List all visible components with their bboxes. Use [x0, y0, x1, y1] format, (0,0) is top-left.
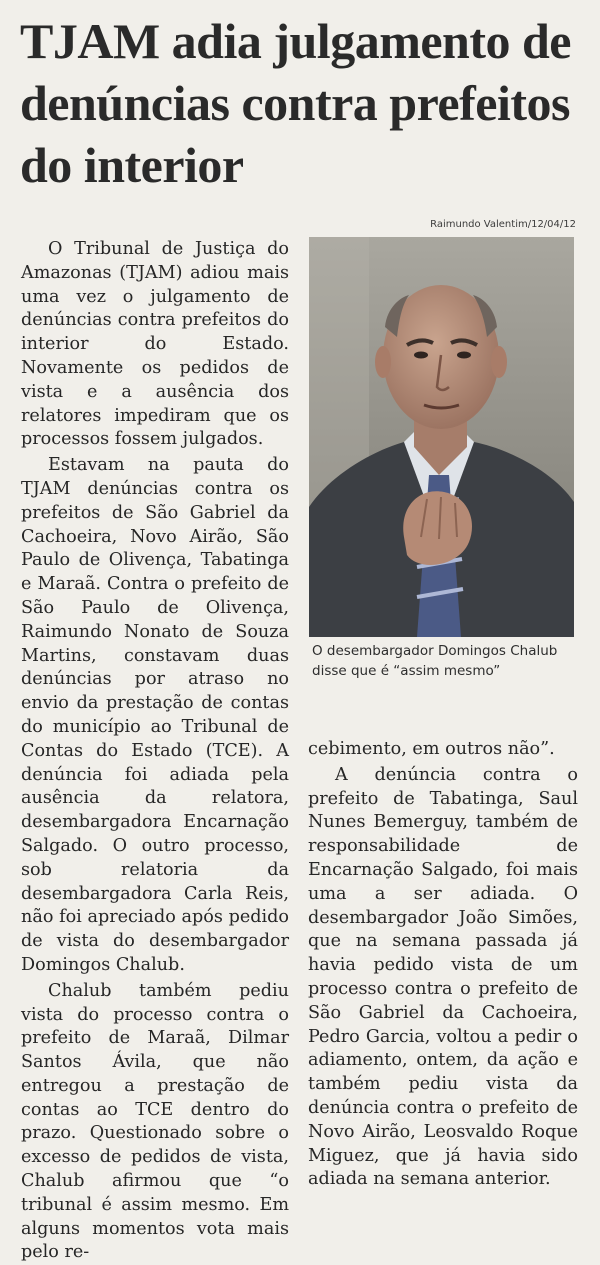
photo-caption: O desembargador Domingos Chalub disse que é “assim mesmo”: [312, 643, 558, 679]
article-column-right: [308, 738, 578, 1192]
article-paragraph: cebimento, em outros não”.: [308, 739, 555, 759]
portrait-illustration: [309, 237, 574, 637]
photo-of-desembargador: [309, 237, 574, 637]
article-paragraph: O Tribunal de Justiça do Amazonas (TJAM) adiou mais uma vez o julgamento de denúncias contra prefeitos do interior do Estado. Novamente os pedidos de vista e a ausência dos relatores impediram que os processos fossem julgados.: [21, 239, 289, 450]
article-paragraph: Estavam na pauta do TJAM denúncias contra os prefeitos de São Gabriel da Cachoeira, Novo Airão, São Paulo de Olivença, Tabatinga e Maraã. Contra o prefeito de São Paulo de Olivença, Raimundo Nonato de Souza Martins, constavam duas denúncias por atraso no envio da prestação de contas do município ao Tribunal de Contas do Estado (TCE). A denúncia foi adiada pela ausência da relatora, desembargadora Encarnação Salgado. O outro processo, sob relatoria da desembargadora Carla Reis, não foi apreciado após pedido de vista do desembargador Domingos Chalub.: [21, 455, 289, 975]
article-paragraph: A denúncia contra o prefeito de Tabatinga, Saul Nunes Bemerguy, também de responsabilidade de Encarnação Salgado, foi mais uma a ser adiada. O desembargador João Simões, que na semana passada já havia pedido vista de um processo contra o prefeito de São Gabriel da Cachoeira, Pedro Garcia, voltou a pedir o adiamento, ontem, da ação e também pediu vista da denúncia contra o prefeito de Novo Airão, Leosvaldo Roque Miguez, que já havia sido adiada na semana anterior.: [308, 764, 578, 1190]
photo-credit: Raimundo Valentim/12/04/12: [430, 219, 576, 230]
article-column-left: [21, 238, 289, 1265]
headline: TJAM adia julgamento de denúncias contra prefeitos do interior: [20, 13, 571, 193]
article-paragraph: Chalub também pediu vista do processo contra o prefeito de Maraã, Dilmar Santos Ávila, que não entregou a prestação de contas ao TCE dentro do prazo. Questionado sobre o excesso de pedidos de vista, Chalub afirmou que “o tribunal é assim mesmo. Em alguns momentos vota mais pelo re-: [21, 980, 289, 1263]
